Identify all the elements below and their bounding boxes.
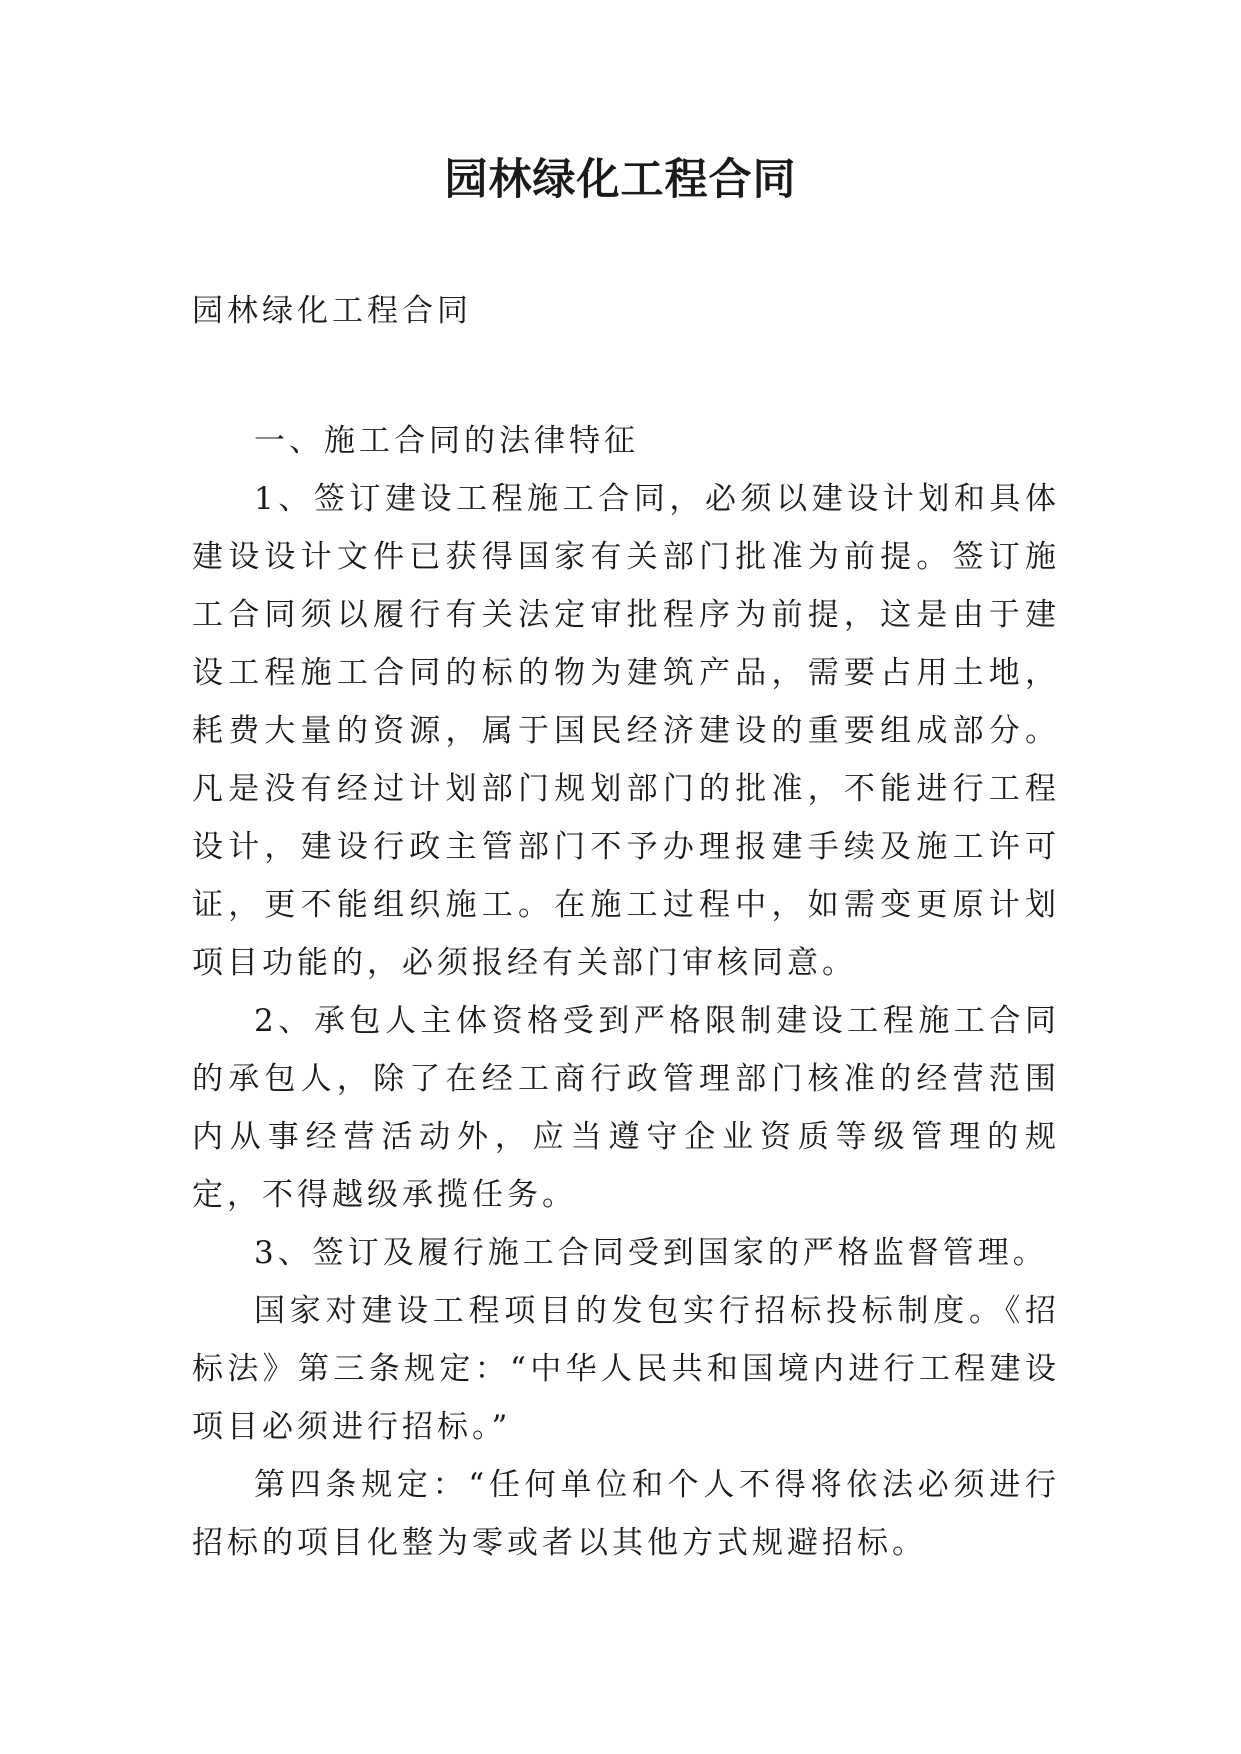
- paragraph-2: 2、承包人主体资格受到严格限制建设工程施工合同的承包人，除了在经工商行政管理部门核准的经营范围内从事经营活动外，应当遵守企业资质等级管理的规定，不得越级承揽任务。: [192, 1003, 1060, 1213]
- paragraph-4: 国家对建设工程项目的发包实行招标投标制度。《招标法》第三条规定：“中华人民共和国境内进行工程建设项目必须进行招标。”: [192, 1293, 1060, 1445]
- section-heading: 一、施工合同的法律特征: [254, 423, 639, 459]
- paragraph-1: 1、签订建设工程施工合同，必须以建设计划和具体建设设计文件已获得国家有关部门批准为前提。签订施工合同须以履行有关法定审批程序为前提，这是由于建设工程施工合同的标的物为建筑产品，需要占用土地，耗费大量的资源，属于国民经济建设的重要组成部分。凡是没有经过计划部门规划部门的批准，不能进行工程设计，建设行政主管部门不予办理报建手续及施工许可证，更不能组织施工。在施工过程中，如需变更原计划项目功能的，必须报经有关部门审核同意。: [192, 481, 1060, 981]
- document-title: 园林绿化工程合同: [444, 155, 797, 205]
- paragraph-3: 3、签订及履行施工合同受到国家的严格监督管理。: [254, 1235, 1048, 1271]
- paragraph-5: 第四条规定：“任何单位和个人不得将依法必须进行招标的项目化整为零或者以其他方式规避招标。: [192, 1467, 1060, 1561]
- document-subtitle: 园林绿化工程合同: [192, 293, 472, 329]
- document-body: [192, 282, 1060, 1572]
